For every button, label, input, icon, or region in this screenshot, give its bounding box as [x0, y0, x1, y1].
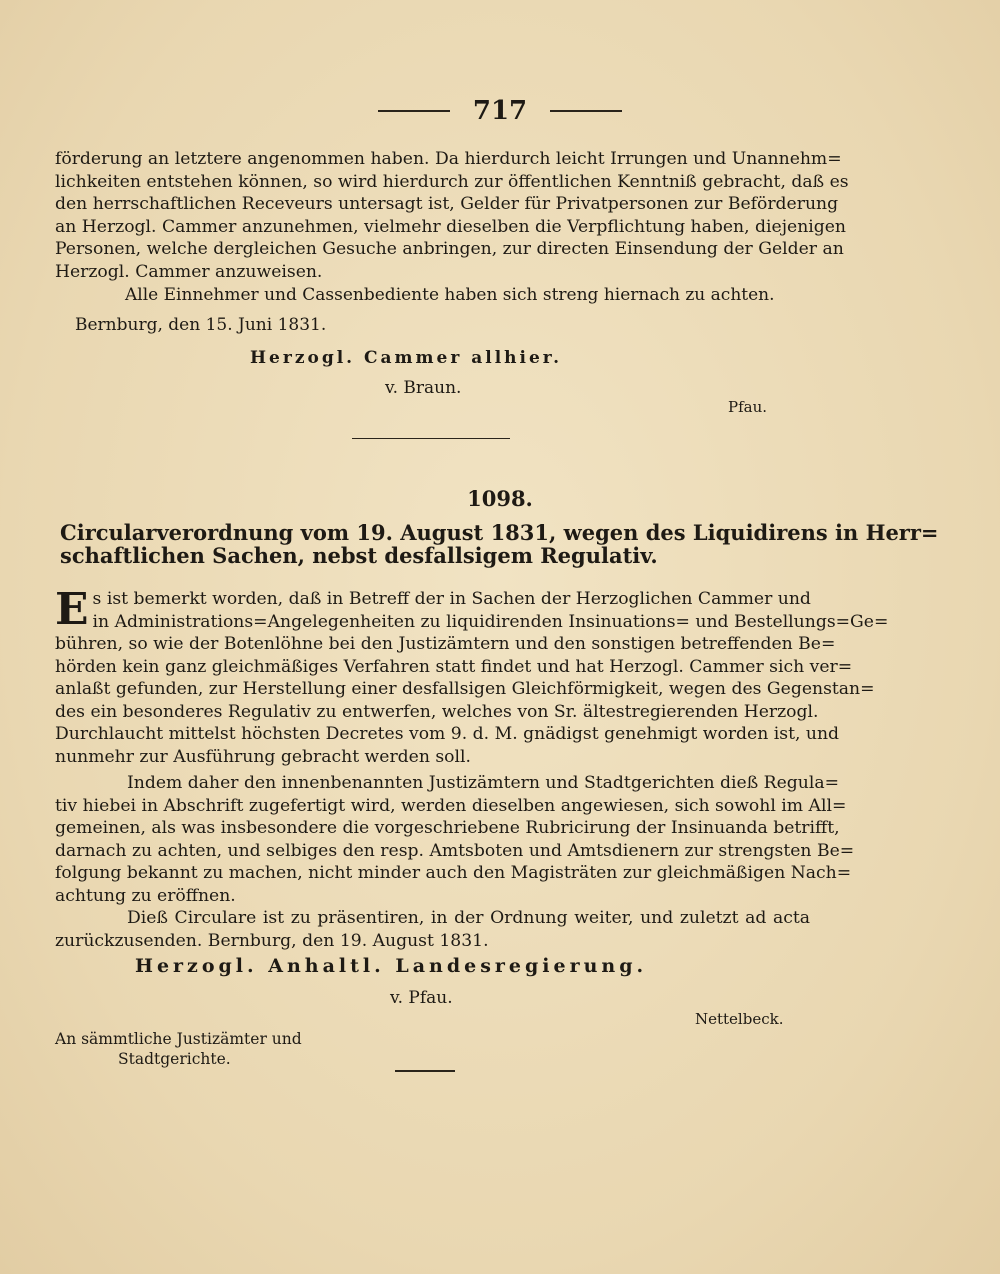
title-line: Circularverordnung vom 19. August 1831, wegen des Liquidirens in Herr= [60, 520, 939, 545]
bottom-signature-2: Nettelbeck. [695, 1010, 784, 1028]
text-line: Herzogl. Cammer anzuweisen. [55, 261, 323, 282]
header-rule-left [378, 110, 450, 112]
text-line: in Administrations=Angelegenheiten zu liquidirenden Insinuations= und Bestellungs=Ge= [92, 611, 889, 632]
page-header [0, 96, 1000, 126]
text-line: an Herzogl. Cammer anzunehmen, vielmehr dieselben die Verpflichtung haben, diejenigen [55, 216, 847, 237]
top-paragraph [55, 148, 849, 283]
text-line: achtung zu eröffnen. [55, 885, 236, 906]
text-line: lichkeiten entstehen können, so wird hierdurch zur öffentlichen Kenntniß gebracht, daß es [55, 171, 849, 192]
text-line: Personen, welche dergleichen Gesuche anbringen, zur directen Einsendung der Gelder an [55, 239, 844, 259]
body-paragraph-1 [55, 584, 889, 768]
text-line: des ein besonderes Regulativ zu entwerfen, welches von Sr. ältestregierenden Herzogl. [55, 701, 819, 722]
text-line: nunmehr zur Ausführung gebracht werden soll. [55, 746, 471, 767]
bottom-authority: Herzogl. Anhaltl. Landesregierung. [135, 955, 648, 977]
text-line: gemeinen, als was insbesondere die vorgeschriebene Rubricirung der Insinuanda betrifft, [55, 818, 840, 838]
text-line: förderung an letztere angenommen haben. Da hierdurch leicht Irrungen und Unannehm= [55, 149, 842, 169]
text-line: Indem daher den innenbenannten Justizämtern und Stadtgerichten dieß Regula= [127, 773, 839, 793]
top-authority: Herzogl. Cammer allhier. [250, 348, 563, 368]
text-line: anlaßt gefunden, zur Herstellung einer desfallsigen Gleichförmigkeit, wegen des Gegenstan= [55, 679, 875, 699]
text-line: Durchlaucht mittelst höchsten Decretes vom 9. d. M. gnädigst genehmigt worden ist, und [55, 724, 840, 744]
body-paragraph-2 [55, 772, 855, 907]
section-number: 1098. [467, 486, 533, 511]
text-line: Dieß Circulare ist zu präsentiren, in der Ordnung weiter, und zuletzt ad acta [127, 908, 810, 928]
addressee-line-2: Stadtgerichte. [118, 1050, 231, 1068]
text-line: den herrschaftlichen Receveurs untersagt ist, Gelder für Privatpersonen zur Beförderung [55, 194, 839, 214]
top-signature-2: Pfau. [728, 398, 768, 416]
text-line: s ist bemerkt worden, daß in Betreff der in Sachen der Herzoglichen Cammer und [92, 589, 811, 609]
text-line: folgung bekannt zu machen, nicht minder auch den Magisträten zur gleichmäßigen Nach= [55, 863, 852, 883]
addressee-line-1: An sämmtliche Justizämter und [55, 1030, 302, 1048]
top-signature-1: v. Braun. [385, 378, 462, 398]
header-rule-right [550, 110, 622, 112]
title-line: schaftlichen Sachen, nebst desfallsigem Regulativ. [60, 542, 658, 568]
end-rule [395, 1070, 455, 1072]
text-line: darnach zu achten, und selbiges den resp. Amtsboten und Amtsdienern zur strengsten Be= [55, 840, 855, 861]
top-dateline: Bernburg, den 15. Juni 1831. [75, 315, 327, 335]
drop-cap: E [55, 584, 89, 635]
body-paragraph-3 [55, 907, 810, 952]
page-number: 717 [472, 96, 528, 126]
section-title [60, 518, 939, 571]
text-line: bühren, so wie der Botenlöhne bei den Justizämtern und den sonstigen betreffenden Be= [55, 634, 836, 654]
text-line: tiv hiebei in Abschrift zugefertigt wird, werden dieselben angewiesen, sich sowohl im All= [55, 795, 847, 816]
text-line: zurückzusenden. Bernburg, den 19. August 1831. [55, 930, 489, 951]
section-divider [352, 438, 510, 439]
text-line: hörden kein ganz gleichmäßiges Verfahren statt findet und hat Herzogl. Cammer sich ver= [55, 656, 853, 677]
top-paragraph-2: Alle Einnehmer und Cassenbediente haben sich streng hiernach zu achten. [125, 285, 775, 305]
bottom-signature-1: v. Pfau. [390, 988, 453, 1008]
